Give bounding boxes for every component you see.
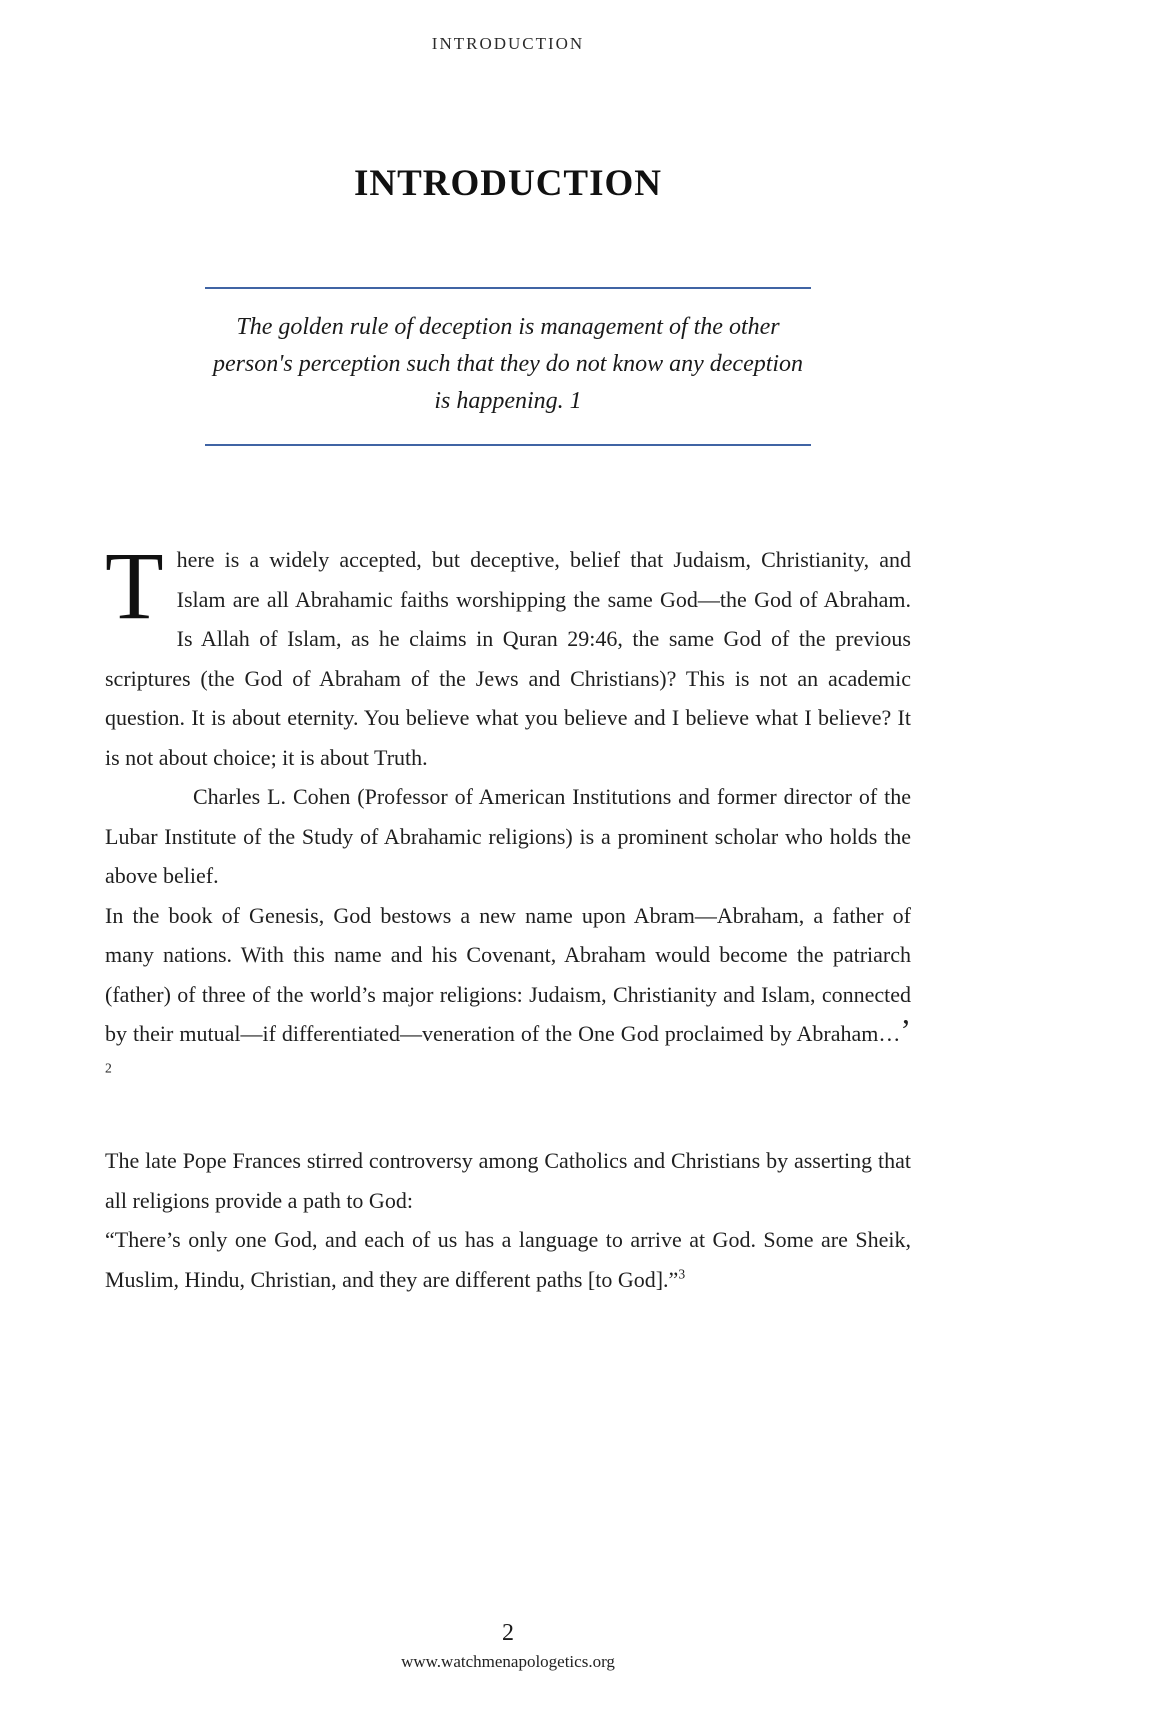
- footer-url: www.watchmenapologetics.org: [401, 1652, 615, 1671]
- blockquote-1-text: In the book of Genesis, God bestows a new name upon Abram—Abraham, a father of many nations. With this name and his Covenant, Abraham would become the patriarch (father) of three of the world’s major religions: Judaism, Christianity and Islam, connected by their mutual—if differentiated—veneration of the One God proclaimed by Abraham…: [105, 902, 911, 1046]
- page-title: INTRODUCTION: [353, 163, 663, 204]
- epigraph-text: [205, 289, 811, 444]
- epigraph-rule-bottom: [205, 444, 811, 446]
- footnote-ref-2: 2: [105, 1060, 112, 1076]
- body-paragraph-1-text: here is a widely accepted, but deceptive, belief that Judaism, Christianity, and Islam are all Abrahamic faiths worshipping the same God—the God of Abraham. Is Allah of Islam, as he claims in Quran 29:46, the same God of the previous scriptures (the God of Abraham of the Jews and Christians)? This is not an academic question. It is about eternity. You believe what you believe and I believe what I believe? It is not about choice; it is about Truth.: [105, 547, 911, 770]
- drop-cap: T: [105, 532, 164, 639]
- epigraph-line-3: is happening. 1: [434, 388, 582, 414]
- page-number: 2: [502, 1620, 514, 1646]
- epigraph: [205, 287, 811, 446]
- running-head: INTRODUCTION: [431, 34, 585, 53]
- footnote-ref-3: 3: [678, 1266, 686, 1282]
- body-text: [105, 532, 911, 1299]
- text-column: [105, 0, 911, 1299]
- epigraph-line-1: The golden rule of deception is management of the other: [236, 314, 780, 340]
- epigraph-line-2: person's perception such that they do not know any deception: [212, 351, 804, 377]
- body-paragraph-1: [105, 532, 911, 777]
- blockquote-1: [105, 896, 911, 1094]
- blockquote-2: [105, 1220, 911, 1299]
- body-paragraph-2: Charles L. Cohen (Professor of American Institutions and former director of the Lubar Institute of the Study of Abrahamic religions) is a prominent scholar who holds the above belief.: [105, 784, 911, 888]
- blockquote-1-closing-quote: ’: [900, 1013, 911, 1048]
- page-footer: [105, 1620, 911, 1672]
- blockquote-2-text: “There’s only one God, and each of us has a language to arrive at God. Some are Sheik, Muslim, Hindu, Christian, and they are different paths [to God].”: [105, 1227, 911, 1292]
- body-paragraph-3: The late Pope Frances stirred controversy among Catholics and Christians by asserting that all religions provide a path to God:: [105, 1148, 911, 1213]
